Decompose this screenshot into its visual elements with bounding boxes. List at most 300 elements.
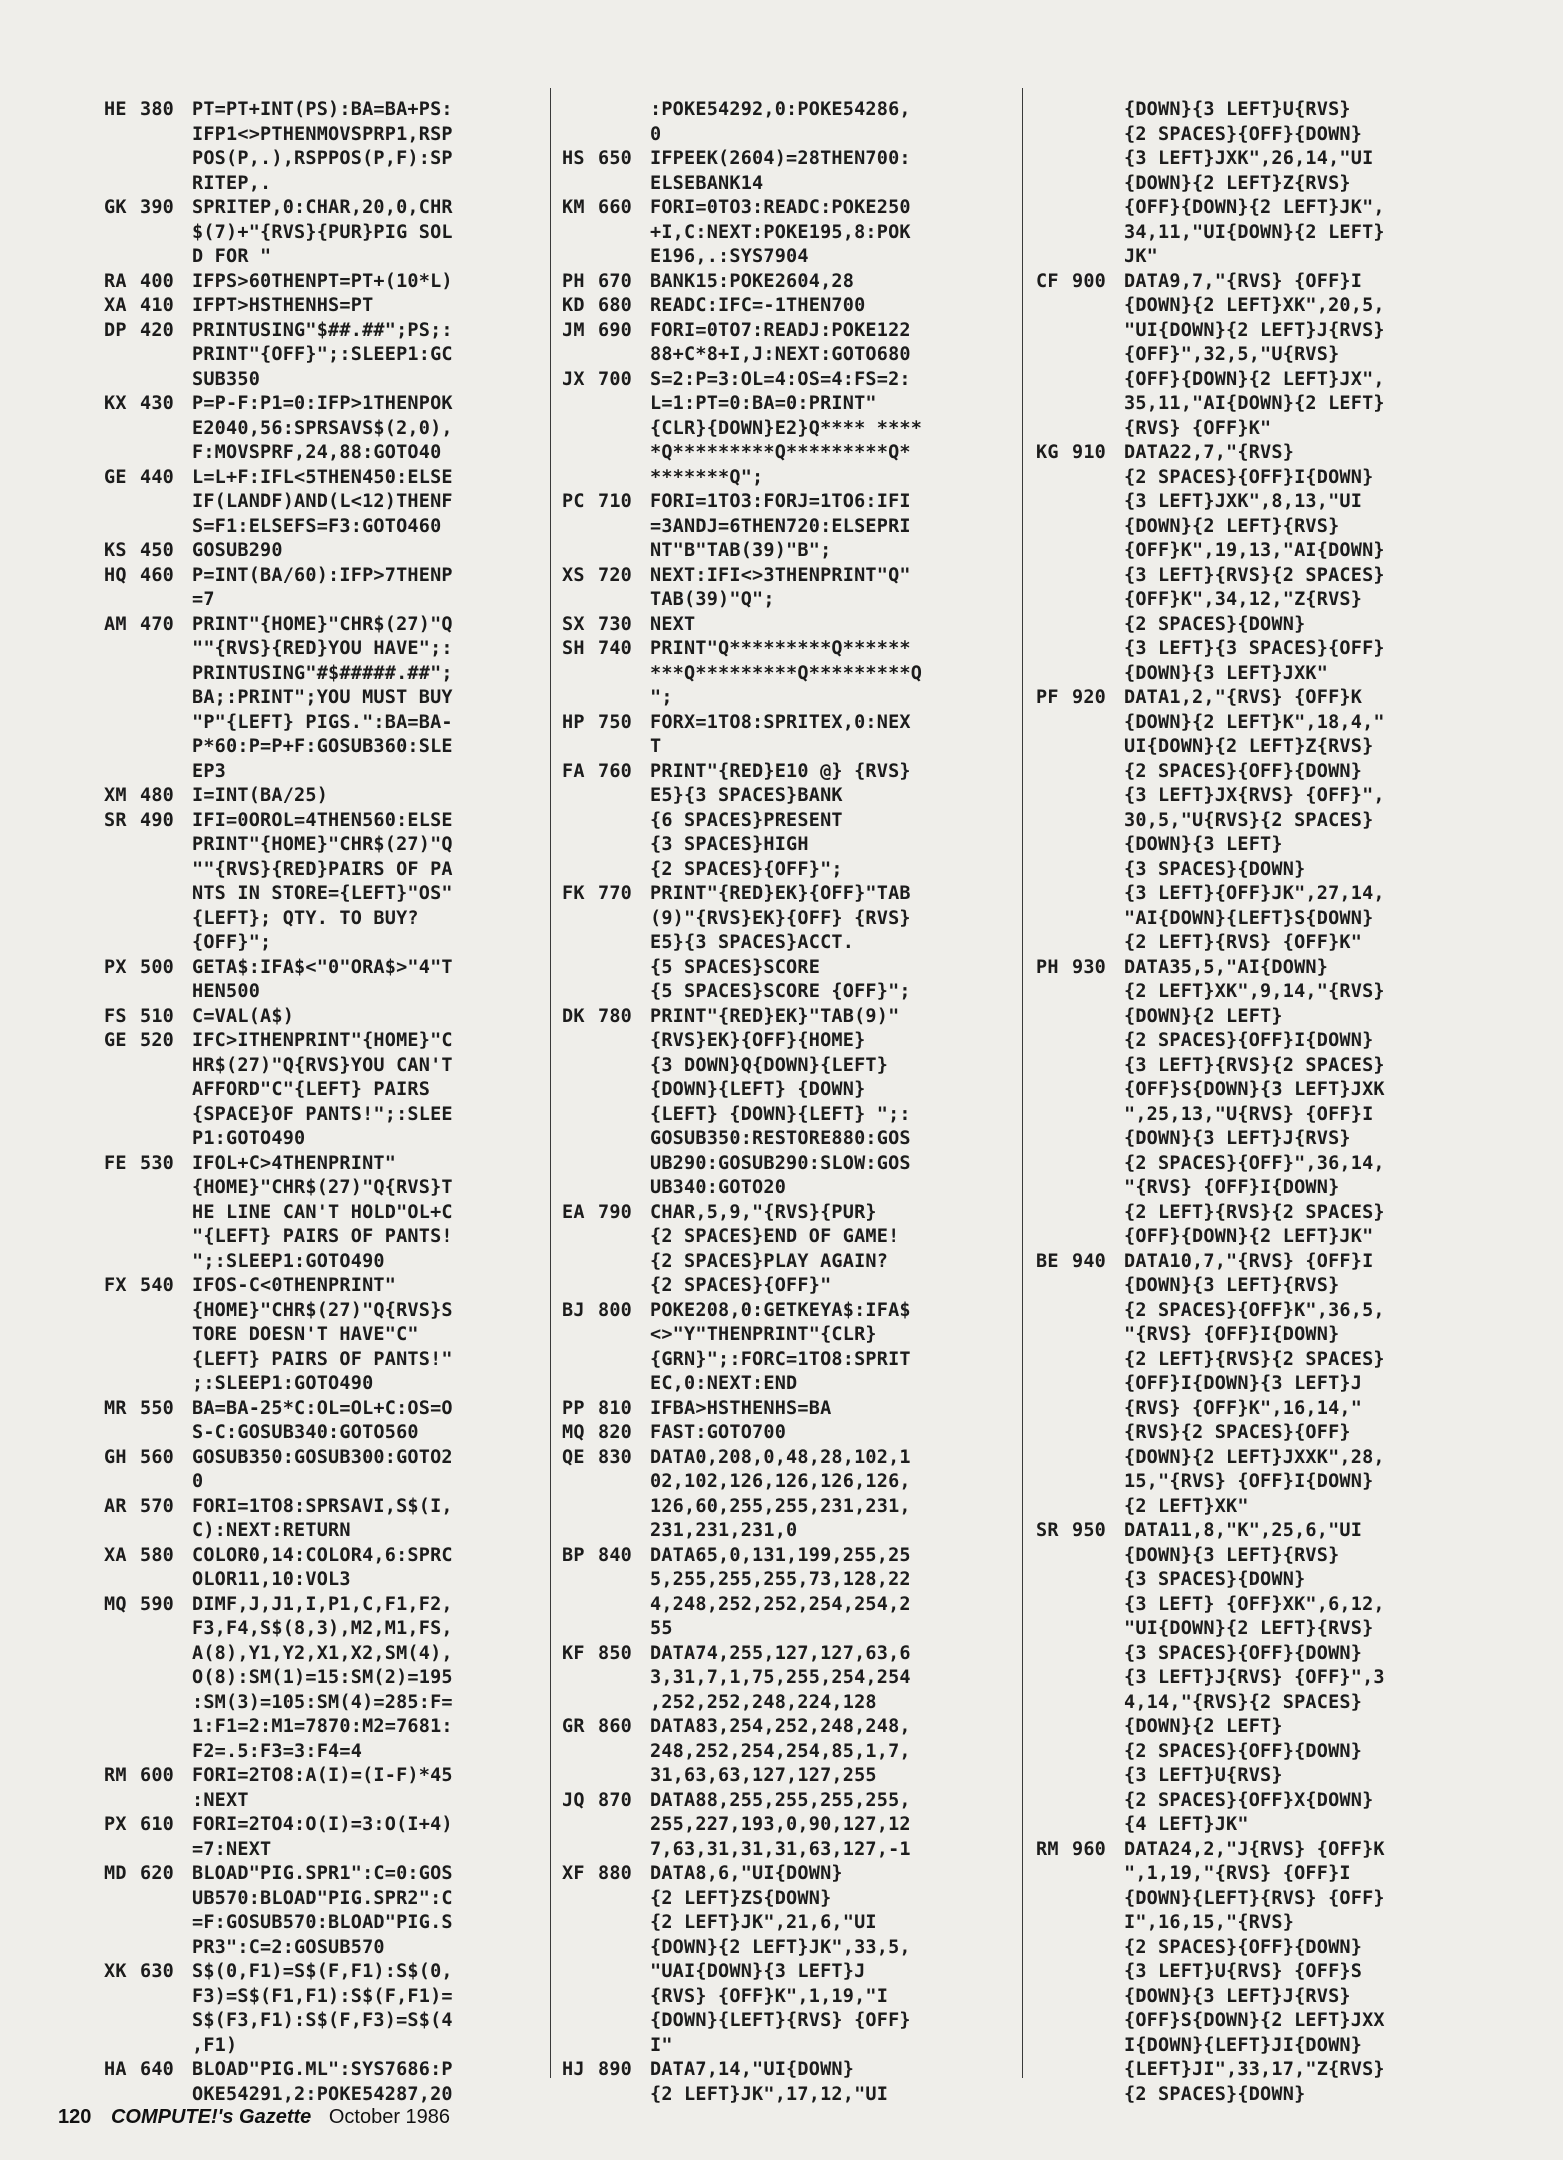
checksum-code: HJ (562, 2059, 585, 2080)
code-text: ,F1) (192, 2034, 238, 2056)
listing-line (562, 1348, 1012, 1373)
checksum-code: QE (562, 1446, 585, 1468)
listing-line (104, 833, 536, 858)
listing-line (562, 1642, 1012, 1667)
listing-line (104, 1936, 536, 1961)
code-text: {DOWN}{2 LEFT}K",18,4," (1124, 711, 1385, 733)
checksum-code: EA (562, 1201, 585, 1223)
code-text: {2 LEFT}ZS{DOWN} (650, 1887, 832, 1909)
code-text: {DOWN}{2 LEFT}JK",33,5, (650, 1936, 911, 1958)
code-text: 1:F1=2:M1=7870:M2=7681: (192, 1716, 453, 1737)
listing-line (1036, 147, 1496, 172)
code-text: IFPEEK(2604)=28THEN700: (650, 148, 911, 169)
listing-line (1036, 1666, 1496, 1691)
listing-line (562, 1544, 1012, 1569)
code-text: {OFF}S{DOWN}{2 LEFT}JXX (1124, 2010, 1385, 2031)
listing-line (1036, 1029, 1496, 1054)
code-text: {DOWN}{LEFT}{RVS} {OFF} (650, 2010, 911, 2031)
code-text: {3 LEFT}U{RVS} (1124, 1765, 1283, 1786)
listing-line (104, 1372, 536, 1397)
code-text: GOSUB290 (192, 540, 283, 561)
code-text: *******Q"; (650, 466, 764, 488)
code-text: IF(LANDF)AND(L<12)THENF (192, 491, 453, 512)
code-text: DATA0,208,0,48,28,102,1 (650, 1446, 911, 1468)
listing-line (562, 1201, 1012, 1226)
listing-line (562, 1103, 1012, 1128)
code-text: {2 LEFT}{RVS}{2 SPACES} (1124, 1348, 1385, 1370)
listing-line (104, 1421, 536, 1446)
code-text: {2 LEFT}XK" (1124, 1495, 1249, 1517)
listing-line (104, 1274, 536, 1299)
checksum-code: RM (1036, 1838, 1059, 1860)
code-text: $(7)+"{RVS}{PUR}PIG SOL (192, 221, 453, 243)
code-text: {2 LEFT}XK",9,14,"{RVS} (1124, 981, 1385, 1002)
listing-line (104, 196, 536, 221)
code-text: {HOME}"CHR$(27)"Q{RVS}S (192, 1299, 453, 1321)
code-text: {DOWN}{LEFT} {DOWN} (650, 1079, 866, 1100)
listing-line (1036, 1936, 1496, 1961)
code-text: {2 LEFT}JK",21,6,"UI (650, 1912, 877, 1933)
checksum-code: XF (562, 1863, 585, 1884)
listing-line (1036, 1789, 1496, 1814)
listing-line (104, 1985, 536, 2010)
listing-line (562, 221, 1012, 246)
listing-line (1036, 2083, 1496, 2108)
code-text: {6 SPACES}PRESENT (650, 809, 843, 831)
listing-line (104, 1029, 536, 1054)
code-text: 4,248,252,252,254,254,2 (650, 1593, 911, 1615)
listing-line (104, 1715, 536, 1740)
listing-line (562, 245, 1012, 270)
code-text: {5 SPACES}SCORE {OFF}"; (650, 981, 911, 1002)
line-number: 390 (140, 197, 175, 218)
checksum-code: PH (562, 270, 585, 292)
listing-line (1036, 1519, 1496, 1544)
listing-line (1036, 1005, 1496, 1030)
code-text: AFFORD"C"{LEFT} PAIRS (192, 1079, 431, 1100)
code-text: {OFF}K",34,12,"Z{RVS} (1124, 589, 1363, 610)
code-text: (9)"{RVS}EK}{OFF} {RVS} (650, 907, 911, 929)
line-number: 920 (1072, 687, 1107, 708)
listing-line (562, 1250, 1012, 1275)
listing-line (562, 1299, 1012, 1324)
listing-line (1036, 1103, 1496, 1128)
code-text: UI{DOWN}{2 LEFT}Z{RVS} (1124, 736, 1374, 757)
code-text: DATA1,2,"{RVS} {OFF}K (1124, 687, 1363, 708)
code-text: ***Q*********Q*********Q (650, 662, 923, 684)
code-text: 02,102,126,126,126,126, (650, 1471, 911, 1492)
code-text: {2 LEFT}{RVS} {OFF}K" (1124, 932, 1363, 953)
listing-line (562, 809, 1012, 834)
code-text: DATA7,14,"UI{DOWN} (650, 2059, 855, 2080)
listing-line (1036, 735, 1496, 760)
checksum-code: FX (104, 1275, 127, 1296)
code-text: E196,.:SYS7904 (650, 246, 809, 267)
listing-line (1036, 1740, 1496, 1765)
code-text: {DOWN}{3 LEFT} (1124, 834, 1283, 855)
code-text: FORI=1TO3:FORJ=1TO6:IFI (650, 491, 911, 512)
line-number: 560 (140, 1446, 175, 1468)
listing-line (562, 294, 1012, 319)
checksum-code: AM (104, 613, 127, 635)
code-text: {2 SPACES}PLAY AGAIN? (650, 1250, 889, 1272)
code-text: OKE54291,2:POKE54287,20 (192, 2083, 453, 2105)
line-number: 460 (140, 564, 175, 586)
listing-line (104, 2058, 536, 2083)
checksum-code: RA (104, 270, 127, 292)
code-text: {LEFT}; QTY. TO BUY? (192, 907, 419, 929)
listing-line (562, 1568, 1012, 1593)
line-number: 440 (140, 466, 175, 488)
checksum-code: PF (1036, 687, 1059, 708)
code-text: IFPS>60THENPT=PT+(10*L) (192, 270, 453, 292)
listing-line (562, 147, 1012, 172)
listing-line (104, 1323, 536, 1348)
checksum-code: AR (104, 1495, 127, 1517)
listing-line (104, 956, 536, 981)
listing-line (562, 882, 1012, 907)
listing-line (104, 931, 536, 956)
code-text: {CLR}{DOWN}E2}Q**** **** (650, 417, 923, 439)
listing-line (562, 1078, 1012, 1103)
code-text: {OFF}",32,5,"U{RVS} (1124, 344, 1340, 365)
line-number: 580 (140, 1544, 175, 1566)
code-text: DIMF,J,J1,I,P1,C,F1,F2, (192, 1593, 453, 1615)
line-number: 450 (140, 540, 175, 561)
listing-line (1036, 1152, 1496, 1177)
code-text: FAST:GOTO700 (650, 1422, 787, 1443)
code-text: {OFF}I{DOWN}{3 LEFT}J (1124, 1373, 1363, 1394)
listing-line (1036, 564, 1496, 589)
listing-line (562, 1127, 1012, 1152)
code-text: {2 SPACES}{DOWN} (1124, 613, 1306, 635)
listing-line (104, 343, 536, 368)
listing-line (1036, 417, 1496, 442)
listing-line (104, 1642, 536, 1667)
listing-line (104, 1666, 536, 1691)
listing-line (562, 1495, 1012, 1520)
listing-line (562, 760, 1012, 785)
listing-line (1036, 368, 1496, 393)
checksum-code: PX (104, 1814, 127, 1835)
code-text: PR3":C=2:GOSUB570 (192, 1936, 385, 1958)
listing-line (104, 1617, 536, 1642)
listing-line (1036, 931, 1496, 956)
code-text: NEXT (650, 613, 696, 635)
listing-line (104, 1862, 536, 1887)
listing-line (562, 686, 1012, 711)
checksum-code: HA (104, 2059, 127, 2080)
line-number: 720 (598, 564, 633, 586)
code-text: UB340:GOTO20 (650, 1177, 787, 1198)
listing-line (562, 1397, 1012, 1422)
listing-line (1036, 392, 1496, 417)
listing-line (1036, 1201, 1496, 1226)
code-text: IFOS-C<0THENPRINT" (192, 1275, 397, 1296)
listing-line (104, 1593, 536, 1618)
code-text: {DOWN}{3 LEFT}J{RVS} (1124, 1128, 1351, 1149)
listing-line (104, 1299, 536, 1324)
code-text: {DOWN}{3 LEFT}JXK" (1124, 662, 1329, 684)
checksum-code: XA (104, 295, 127, 316)
code-text: 4,14,"{RVS}{2 SPACES} (1124, 1691, 1363, 1713)
listing-line (562, 1666, 1012, 1691)
code-text: 231,231,231,0 (650, 1520, 798, 1541)
checksum-code: MQ (562, 1422, 585, 1443)
line-number: 940 (1072, 1250, 1107, 1272)
code-text: PRINT"{HOME}"CHR$(27)"Q (192, 613, 453, 635)
code-text: F:MOVSPRF,24,88:GOTO40 (192, 442, 442, 463)
code-text: {DOWN}{2 LEFT}JXXK",28, (1124, 1446, 1385, 1468)
code-text: EP3 (192, 760, 227, 782)
listing-line (562, 343, 1012, 368)
listing-line (1036, 98, 1496, 123)
listing-line (1036, 1838, 1496, 1863)
listing-line (1036, 1299, 1496, 1324)
code-text: DATA65,0,131,199,255,25 (650, 1544, 911, 1566)
code-text: {3 SPACES}HIGH (650, 834, 809, 855)
listing-line (1036, 1274, 1496, 1299)
code-text: L=L+F:IFL<5THEN450:ELSE (192, 466, 453, 488)
code-text: {RVS}EK}{OFF}{HOME} (650, 1030, 866, 1051)
code-text: F3)=S$(F1,F1):S$(F,F1)= (192, 1985, 453, 2007)
line-number: 470 (140, 613, 175, 635)
code-text: {2 SPACES}{OFF}{DOWN} (1124, 760, 1363, 782)
line-number: 600 (140, 1765, 175, 1786)
line-number: 490 (140, 809, 175, 831)
listing-line (104, 1813, 536, 1838)
listing-line (104, 466, 536, 491)
listing-line (562, 172, 1012, 197)
checksum-code: DP (104, 319, 127, 341)
code-text: {RVS} {OFF}K",16,14," (1124, 1397, 1363, 1419)
code-text: 35,11,"AI{DOWN}{2 LEFT} (1124, 393, 1385, 414)
code-text: F2=.5:F3=3:F4=4 (192, 1740, 363, 1762)
listing-line (562, 662, 1012, 687)
listing-line (1036, 686, 1496, 711)
listing-line (562, 319, 1012, 344)
listing-line (104, 1789, 536, 1814)
listing-line (104, 1078, 536, 1103)
code-text: "UI{DOWN}{2 LEFT}{RVS} (1124, 1618, 1374, 1639)
checksum-code: JX (562, 368, 585, 390)
listing-line (1036, 613, 1496, 638)
code-text: ;:SLEEP1:GOTO490 (192, 1373, 374, 1394)
checksum-code: MD (104, 1863, 127, 1884)
code-text: P*60:P=P+F:GOSUB360:SLE (192, 736, 453, 757)
checksum-code: XK (104, 1961, 127, 1982)
checksum-code: GE (104, 466, 127, 488)
listing-line (1036, 1715, 1496, 1740)
checksum-code: SH (562, 638, 585, 659)
code-text: ",25,13,"U{RVS} {OFF}I (1124, 1103, 1374, 1125)
code-text: I{DOWN}{LEFT}JI{DOWN} (1124, 2034, 1363, 2056)
listing-line (1036, 1250, 1496, 1275)
line-number: 380 (140, 99, 175, 120)
checksum-code: KG (1036, 442, 1059, 463)
listing-column-1 (104, 98, 536, 2107)
listing-line (1036, 1127, 1496, 1152)
checksum-code: KF (562, 1642, 585, 1664)
listing-line (1036, 270, 1496, 295)
checksum-code: JM (562, 319, 585, 341)
code-text: 55 (650, 1618, 673, 1639)
page-footer (58, 2106, 450, 2129)
checksum-code: FS (104, 1005, 127, 1027)
listing-line (562, 1691, 1012, 1716)
code-text: {LEFT}JI",33,17,"Z{RVS} (1124, 2059, 1385, 2080)
listing-line (1036, 1495, 1496, 1520)
code-text: L=1:PT=0:BA=0:PRINT" (650, 393, 877, 414)
checksum-code: KS (104, 540, 127, 561)
line-number: 660 (598, 197, 633, 218)
listing-line (562, 515, 1012, 540)
listing-line (562, 1274, 1012, 1299)
listing-line (562, 270, 1012, 295)
listing-line (104, 980, 536, 1005)
code-text: F3,F4,S$(8,3),M2,M1,FS, (192, 1618, 453, 1639)
code-text: FORI=2TO4:O(I)=3:O(I+4) (192, 1814, 453, 1835)
code-text: +I,C:NEXT:POKE195,8:POK (650, 221, 911, 243)
listing-line (1036, 2034, 1496, 2059)
code-text: 126,60,255,255,231,231, (650, 1495, 911, 1517)
checksum-code: DK (562, 1005, 585, 1027)
code-text: {2 SPACES}{OFF}{DOWN} (1124, 123, 1363, 145)
code-text: *Q*********Q*********Q* (650, 442, 911, 463)
checksum-code: GK (104, 197, 127, 218)
code-text: {DOWN}{2 LEFT} (1124, 1005, 1283, 1027)
checksum-code: PX (104, 956, 127, 978)
code-text: DATA22,7,"{RVS} (1124, 442, 1295, 463)
code-text: {3 LEFT}{3 SPACES}{OFF} (1124, 638, 1385, 659)
listing-line (104, 907, 536, 932)
listing-line (1036, 2058, 1496, 2083)
listing-line (1036, 882, 1496, 907)
listing-line (562, 1323, 1012, 1348)
code-text: {LEFT} {DOWN}{LEFT} ";: (650, 1103, 911, 1125)
listing-line (104, 1911, 536, 1936)
code-text: HR$(27)"Q{RVS}YOU CAN'T (192, 1054, 453, 1076)
listing-line (1036, 1054, 1496, 1079)
code-text: HE LINE CAN'T HOLD"OL+C (192, 1201, 453, 1223)
code-text: A(8),Y1,Y2,X1,X2,SM(4), (192, 1642, 453, 1664)
listing-line (562, 1740, 1012, 1765)
listing-line (1036, 1813, 1496, 1838)
listing-line (562, 1446, 1012, 1471)
listing-line (104, 613, 536, 638)
code-text: {DOWN}{2 LEFT}Z{RVS} (1124, 172, 1351, 194)
code-text: {2 SPACES}{OFF}I{DOWN} (1124, 466, 1374, 488)
code-text: D FOR " (192, 246, 272, 267)
checksum-code: HP (562, 711, 585, 733)
listing-line (562, 1593, 1012, 1618)
listing-line (562, 1176, 1012, 1201)
code-text: {2 SPACES}{OFF}K",36,5, (1124, 1299, 1385, 1321)
code-text: {OFF}K",19,13,"AI{DOWN} (1124, 540, 1385, 561)
listing-line (1036, 294, 1496, 319)
code-text: 34,11,"UI{DOWN}{2 LEFT} (1124, 221, 1385, 243)
line-number: 790 (598, 1201, 633, 1223)
code-text: POKE208,0:GETKEYA$:IFA$ (650, 1299, 911, 1321)
listing-line (562, 1789, 1012, 1814)
line-number: 900 (1072, 270, 1107, 292)
listing-line (1036, 245, 1496, 270)
code-text: IFPT>HSTHENHS=PT (192, 295, 374, 316)
listing-line (1036, 319, 1496, 344)
listing-line (1036, 1348, 1496, 1373)
code-text: DATA35,5,"AI{DOWN} (1124, 956, 1329, 978)
checksum-code: MR (104, 1397, 127, 1419)
code-text: {3 LEFT}{OFF}JK",27,14, (1124, 883, 1385, 904)
listing-line (104, 882, 536, 907)
code-text: 15,"{RVS} {OFF}I{DOWN} (1124, 1471, 1374, 1492)
checksum-code: FK (562, 883, 585, 904)
listing-line (562, 368, 1012, 393)
code-text: =F:GOSUB570:BLOAD"PIG.S (192, 1912, 453, 1933)
listing-line (104, 686, 536, 711)
code-text: {2 SPACES}{OFF}{DOWN} (1124, 1936, 1363, 1958)
code-text: {4 LEFT}JK" (1124, 1814, 1249, 1835)
line-number: 630 (140, 1961, 175, 1982)
code-text: COLOR0,14:COLOR4,6:SPRC (192, 1544, 453, 1566)
code-text: {GRN}";:FORC=1TO8:SPRIT (650, 1348, 911, 1370)
listing-line (1036, 1593, 1496, 1618)
listing-line (1036, 1323, 1496, 1348)
code-text: S=F1:ELSEFS=F3:GOTO460 (192, 515, 442, 537)
code-text: DATA10,7,"{RVS} {OFF}I (1124, 1250, 1374, 1272)
code-text: 88+C*8+I,J:NEXT:GOTO680 (650, 344, 911, 365)
code-text: IFC>ITHENPRINT"{HOME}"C (192, 1030, 453, 1051)
line-number: 590 (140, 1593, 175, 1615)
code-text: 0 (650, 123, 662, 145)
listing-line (562, 1470, 1012, 1495)
listing-line (104, 735, 536, 760)
code-text: BANK15:POKE2604,28 (650, 270, 855, 292)
listing-line (562, 1936, 1012, 1961)
listing-line (1036, 196, 1496, 221)
code-text: {2 SPACES}{OFF}"; (650, 858, 843, 880)
code-text: JK" (1124, 246, 1159, 267)
code-text: {OFF}{DOWN}{2 LEFT}JK", (1124, 197, 1385, 218)
line-number: 850 (598, 1642, 633, 1664)
listing-line (1036, 2009, 1496, 2034)
listing-line (562, 1054, 1012, 1079)
listing-line (562, 1838, 1012, 1863)
listing-line (104, 1691, 536, 1716)
listing-line (1036, 858, 1496, 883)
line-number: 420 (140, 319, 175, 341)
code-text: {DOWN}{2 LEFT}{RVS} (1124, 515, 1340, 537)
listing-line (1036, 637, 1496, 662)
line-number: 760 (598, 760, 633, 782)
code-text: UB290:GOSUB290:SLOW:GOS (650, 1152, 911, 1174)
line-number: 510 (140, 1005, 175, 1027)
code-text: T (650, 736, 662, 757)
line-number: 950 (1072, 1520, 1107, 1541)
listing-line (1036, 662, 1496, 687)
code-text: =7:NEXT (192, 1838, 272, 1860)
checksum-code: BE (1036, 1250, 1059, 1272)
code-text: {2 LEFT}{RVS}{2 SPACES} (1124, 1201, 1385, 1223)
line-number: 910 (1072, 442, 1107, 463)
code-text: 0 (192, 1471, 204, 1492)
listing-line (1036, 1446, 1496, 1471)
checksum-code: SX (562, 613, 585, 635)
listing-line (1036, 1421, 1496, 1446)
listing-line (562, 1862, 1012, 1887)
listing-line (562, 956, 1012, 981)
listing-line (1036, 123, 1496, 148)
